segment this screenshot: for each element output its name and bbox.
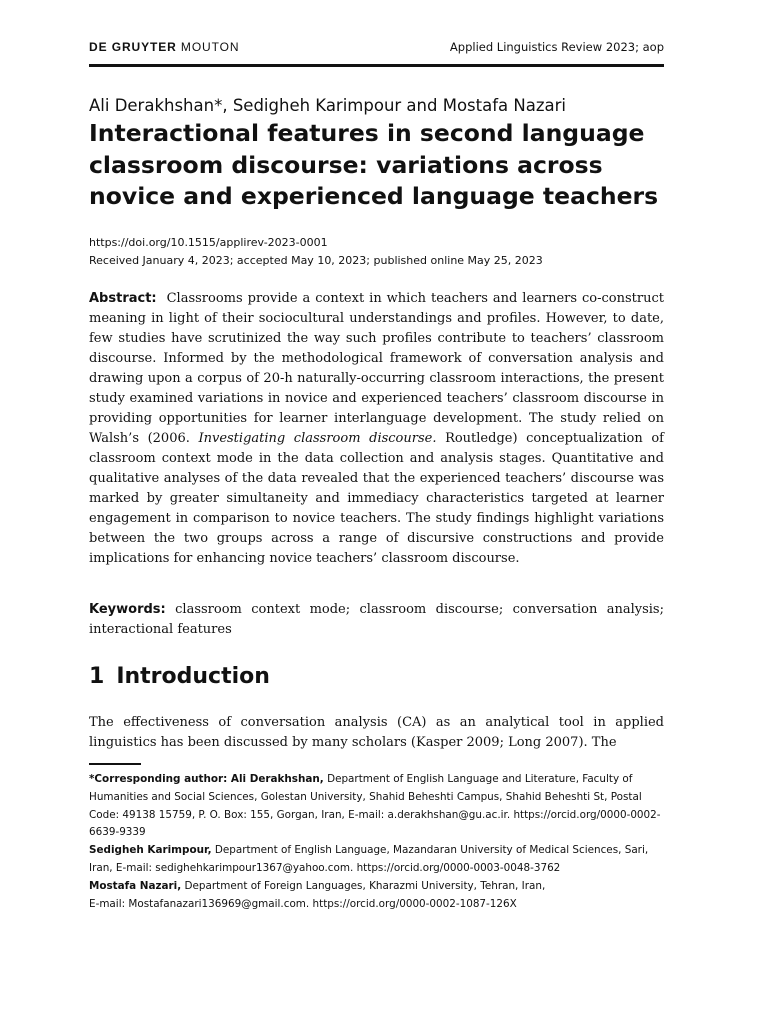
- abstract-label: Abstract:: [89, 291, 157, 306]
- doi-link[interactable]: https://doi.org/10.1515/applirev-2023-0001: [89, 236, 328, 249]
- keywords-text: classroom context mode; classroom discourse; conversation analysis; interactional features: [89, 602, 664, 637]
- keywords: [89, 600, 664, 640]
- footnote-text: Department of Foreign Languages, Kharazmi University, Tehran, Iran,: [184, 879, 546, 892]
- footnote-text: E-mail: Mostafanazari136969@gmail.com. https://orcid.org/0000-0002-1087-126X: [89, 897, 517, 910]
- footnote-author-name: Mostafa Nazari,: [89, 879, 182, 892]
- footnote-author-name: Sedigheh Karimpour,: [89, 844, 212, 857]
- footnote-text: Department of English Language and Literature, Faculty of Humanities and Social Sciences, Golestan University, Shahid Beheshti Campus, Shahid Beheshti St, Postal Code: 49138 15759, P. O. Box: 155, Gorgan, Iran, E-mail: a.derakhshan@gu.ac.ir. https://orcid.org/0000-0002-6639-9339: [89, 773, 661, 839]
- publisher-logo: [89, 40, 239, 54]
- publisher-name-light: MOUTON: [180, 40, 240, 54]
- article-title: [89, 118, 689, 213]
- title-line: Interactional features in second language: [89, 119, 645, 147]
- keywords-label: Keywords:: [89, 602, 166, 617]
- section-number: 1: [89, 664, 105, 689]
- author-list: Ali Derakhshan*, Sedigheh Karimpour and Mostafa Nazari: [89, 96, 566, 115]
- header-divider: [89, 64, 664, 67]
- footnote-text: Department of English Language, Mazandaran University of Medical Sciences, Sari, Iran, E-mail: sedighehkarimpour1367@yahoo.com. https://orcid.org/0000-0003-0048-3762: [89, 844, 649, 874]
- abstract: [89, 289, 664, 569]
- introduction-paragraph: The effectiveness of conversation analysis (CA) as an analytical tool in applied linguistics has been discussed by many scholars (Kasper 2009; Long 2007). The: [89, 715, 664, 750]
- author-footnotes: [89, 771, 665, 913]
- footnote-label: *Corresponding author: Ali Derakhshan,: [89, 773, 324, 785]
- page-header: [89, 40, 664, 60]
- footnote-author-2: [89, 842, 665, 878]
- title-line: novice and experienced language teachers: [89, 182, 659, 210]
- journal-citation: Applied Linguistics Review 2023; aop: [449, 40, 664, 54]
- article-metadata: [89, 234, 543, 269]
- title-line: classroom discourse: variations across: [89, 150, 603, 179]
- publication-dates: Received January 4, 2023; accepted May 10, 2023; published online May 25, 2023: [89, 253, 543, 267]
- publisher-name-bold: DE GRUYTER: [89, 40, 177, 54]
- footnote-corresponding-author: [89, 771, 665, 842]
- abstract-text-part2: Routledge) conceptualization of classroom context mode in the data collection and analysis stages. Quantitative and qualitative analyses of the data revealed that the experienced teachers’ discourse was marked by greater simultaneity and immediacy characteristics targeted at learner engagement in comparison to novice teachers. The study findings highlight variations between the two groups across a range of discursive constructions and provide implications for enhancing novice teachers’ classroom discourse.: [89, 431, 664, 566]
- abstract-text-part1: Classrooms provide a context in which teachers and learners co-construct meaning in light of their sociocultural understandings and profiles. However, to date, few studies have scrutinized the way such profiles contribute to teachers’ classroom discourse. Informed by the methodological framework of conversation analysis and drawing upon a corpus of 20-h naturally-occurring classroom interactions, the present study examined variations in novice and experienced teachers’ classroom discourse in providing opportunities for learner interlanguage development. The study relied on Walsh’s (2006.: [89, 291, 664, 446]
- section-title: Introduction: [116, 664, 270, 689]
- footnote-author-3: [89, 878, 665, 914]
- abstract-cited-title: Investigating classroom discourse.: [198, 431, 437, 446]
- section-heading-introduction: [89, 664, 270, 689]
- footnote-divider: [89, 763, 141, 765]
